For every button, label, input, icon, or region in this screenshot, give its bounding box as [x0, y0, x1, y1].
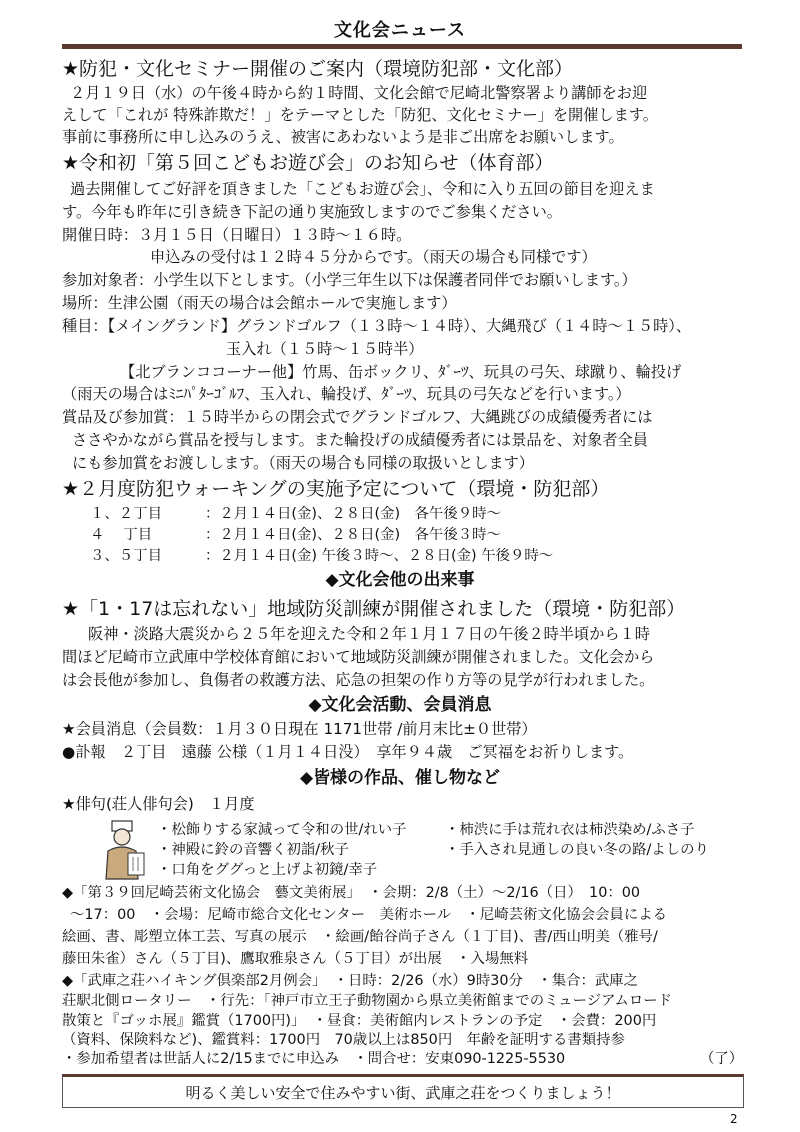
- haiku-item: ・手入され見通しの良い冬の路/よしのり: [445, 842, 709, 858]
- kids-event-line: 種目：【メイングランド】グランドゴルフ（１３時～１４時）、大縄飛び（１４時～１５時）、: [62, 317, 692, 335]
- haiku-heading: ★俳句(荘人俳句会) １月度: [62, 795, 255, 813]
- walking-area: ４ 丁目: [90, 527, 153, 543]
- events-section-title: ◆文化会他の出来事: [325, 570, 475, 590]
- kids-event-line: ささやかながら賞品を授与します。また輪投げの成績優秀者には景品を、対象者全員: [72, 431, 648, 449]
- hiking-line: 荘駅北側ロータリー ・行先：「神戸市立王子動物園から県立美術館までのミュージアムロード: [62, 993, 673, 1009]
- kids-event-line: 玉入れ（１５時～１５時半）: [226, 340, 424, 358]
- kids-event-line: 開催日時：３月１５日（日曜日）１３時～１６時。: [62, 226, 412, 244]
- footer-slogan-box: [62, 1074, 744, 1108]
- kids-event-line: （雨天の場合はﾐﾆﾊﾟﾀｰｺﾞﾙﾌ、玉入れ、輪投げ、ﾀﾞｰﾂ、玩具の弓矢などを行います。）: [62, 385, 631, 403]
- footer-slogan: 明るく美しい安全で住みやすい街、武庫之荘をつくりましょう！: [185, 1083, 621, 1102]
- art-exhibition-line: ～17：00 ・会場：尼崎市総合文化センター 美術ホール ・尼崎芸術文化協会会員による: [70, 907, 667, 923]
- member-news-line: ★会員消息（会員数：１月３０日現在 1171世帯 /前月末比±０世帯）: [62, 720, 537, 738]
- walking-area: １、２丁目: [90, 506, 162, 522]
- kids-event-line: 場所：生津公園（雨天の場合は会館ホールで実施します）: [62, 294, 457, 312]
- walking-schedule: ：２月１４日(金)、２８日(金) 各午後９時～: [205, 506, 501, 522]
- page-title: 文化会ニュース: [333, 20, 467, 41]
- walking-schedule: ：２月１４日(金)、２８日(金) 各午後３時～: [205, 527, 501, 543]
- art-exhibition-line: 絵画、書、彫塑立体工芸、写真の展示 ・絵画/飴谷尚子さん（１丁目)、書/西山明美（雅号/: [62, 929, 658, 945]
- kids-event-line: 申込みの受付は１２時４５分からです。（雨天の場合も同様です）: [150, 248, 597, 266]
- works-section-title: ◆皆様の作品、催し物など: [299, 768, 501, 788]
- seminar-line: ２月１９日（水）の午後４時から約１時間、文化会館で尼崎北警察署より講師をお迎: [70, 84, 648, 102]
- walking-area: ３、５丁目: [90, 548, 162, 564]
- end-mark: （了）: [700, 1051, 744, 1067]
- kids-event-line: 【北ブランココーナー他】竹馬、缶ボックリ、ﾀﾞｰﾂ、玩具の弓矢、球蹴り、輪投げ: [120, 363, 682, 381]
- drill-line: 阪神・淡路大震災から２５年を迎えた令和２年１月１７日の午後２時半頃から１時: [88, 625, 650, 643]
- kids-event-line: にも参加賞をお渡しします。（雨天の場合も同様の取扱いとします）: [72, 454, 534, 472]
- hiking-line: 散策と『ゴッホ展』鑑賞（1700円)」 ・昼食：美術館内レストランの予定 ・会費：200円: [62, 1013, 657, 1029]
- seminar-heading: ★防犯・文化セミナー開催のご案内（環境防犯部・文化部）: [62, 58, 574, 80]
- walking-heading: ★２月度防犯ウォーキングの実施予定について（環境・防犯部）: [62, 478, 610, 500]
- hiking-line: ・参加希望者は世話人に2/15までに申込み ・問合せ：安東090-1225-5530: [62, 1051, 566, 1067]
- kids-event-line: 過去開催してご好評を頂きました「こどもお遊び会」、令和に入り五回の節目を迎えま: [70, 180, 655, 198]
- kids-event-line: 賞品及び参加賞：１５時半からの閉会式でグランドゴルフ、大縄跳びの成績優秀者には: [62, 408, 653, 426]
- activities-section-title: ◆文化会活動、会員消息: [308, 695, 492, 715]
- haiku-item: ・松飾りする家減って令和の世/れい子: [157, 822, 407, 838]
- drill-line: 間ほど尼崎市立武庫中学校体育館において地域防災訓練が開催されました。文化会から: [62, 648, 655, 666]
- kids-event-line: 参加対象者：小学生以下とします。（小学三年生以下は保護者同伴でお願いします。）: [62, 271, 637, 289]
- haiku-item: ・神殿に鈴の音響く初詣/秋子: [157, 842, 349, 858]
- drill-line: は会長他が参加し、負傷者の救護方法、応急の担架の作り方等の見学が行われました。: [62, 671, 655, 689]
- page-number: 2: [730, 1112, 738, 1126]
- seminar-line: えして「これが 特殊詐欺だ！」をテーマとした「防犯、文化セミナー」を開催します。: [62, 106, 658, 124]
- haiku-poet-illustration-icon: [98, 819, 150, 881]
- haiku-item: ・口角をググっと上げよ初鏡/幸子: [157, 862, 378, 878]
- walking-schedule: ：２月１４日(金) 午後３時～、２８日(金) 午後９時～: [205, 548, 554, 564]
- art-exhibition-line: 藤田朱雀）さん（５丁目)、鷹取雅泉さん（５丁目）が出展 ・入場無料: [62, 951, 529, 967]
- kids-event-line: す。今年も昨年に引き続き下記の通り実施致しますのでご参集ください。: [62, 203, 562, 221]
- drill-heading: ★「1・17は忘れない」地域防災訓練が開催されました（環境・防犯部）: [62, 598, 686, 620]
- kids-event-heading: ★令和初「第５回こどもお遊び会」のお知らせ（体育部）: [62, 152, 554, 174]
- hiking-line: （資料、保険料など)、鑑賞料：1700円 70歳以上は850円 年齢を証明する書類持参: [62, 1032, 625, 1048]
- haiku-item: ・柿渋に手は荒れ衣は柿渋染め/ふさ子: [445, 822, 695, 838]
- seminar-line: 事前に事務所に申し込みのうえ、被害にあわないよう是非ご出席をお願いします。: [62, 128, 624, 146]
- obituary-line: ●訃報 ２丁目 遠藤 公様（１月１４日没） 享年９４歳 ご冥福をお祈りします。: [62, 743, 634, 761]
- hiking-line: ◆「武庫之荘ハイキング倶楽部2月例会」 ・日時：2/26（水）9時30分 ・集合：武庫之: [62, 973, 639, 989]
- header-rule: [62, 44, 742, 49]
- art-exhibition-line: ◆「第３９回尼崎芸術文化協会 藝文美術展」 ・会期：2/8（土）～2/16（日） 10：00: [62, 885, 641, 901]
